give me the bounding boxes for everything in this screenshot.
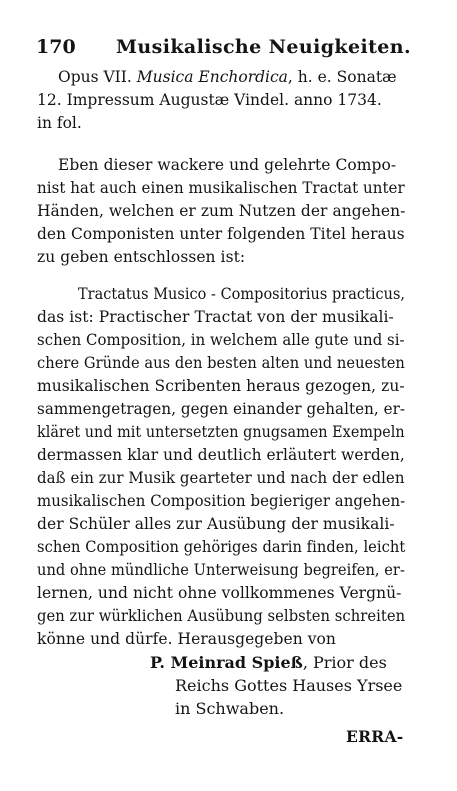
intro-line: nist hat auch einen musikalischen Tractat unter [37, 179, 405, 197]
tractatus-line: schen Composition gehöriges darin finden, leicht [37, 538, 406, 556]
tractatus-line: lernen, und nicht ohne vollkommenes Vergnü- [37, 584, 402, 602]
tractatus-line: der Schüler alles zur Ausübung der musikali- [37, 515, 395, 533]
opus-line-2: 12. Impressum Augustæ Vindel. anno 1734. [37, 91, 382, 109]
signature-line-2: Reichs Gottes Hauses Yrsee [175, 676, 403, 695]
signature-line-3: in Schwaben. [175, 699, 285, 718]
intro-line: Eben dieser wackere und gelehrte Compo- [58, 156, 397, 174]
intro-line: zu geben entschlossen ist: [37, 248, 246, 266]
page-number: 170 [36, 36, 76, 58]
running-title: Musikalische Neuigkeiten. [116, 36, 411, 58]
tractatus-line: und ohne mündliche Unterweisung begreifen, er- [37, 561, 405, 579]
catchword: ERRA- [346, 727, 404, 746]
tractatus-line: sammengetragen, gegen einander gehalten, er- [37, 400, 406, 418]
tractatus-line: kläret und mit untersetzten gnugsamen Exempeln [37, 423, 405, 441]
tractatus-line: chere Gründe aus den besten alten und neuesten [37, 354, 405, 372]
page-header [36, 36, 411, 62]
opus-line-1: Opus VII. Musica Enchordica, h. e. Sonatæ [58, 68, 397, 86]
tractatus-line: gen zur würklichen Ausübung selbsten schreiten [37, 607, 406, 625]
intro-line: Händen, welchen er zum Nutzen der angehen- [37, 202, 406, 220]
tractatus-line: musikalischen Composition begieriger angehen- [37, 492, 406, 510]
tractatus-line: schen Composition, in welchem alle gute und si- [37, 331, 405, 349]
tractatus-line: das ist: Practischer Tractat von der musikali- [37, 308, 394, 326]
opus-line-3: in fol. [37, 114, 82, 132]
tractatus-line: dermassen klar und deutlich erläutert werden, [37, 446, 405, 464]
opus-title: Musica Enchordica [136, 68, 288, 86]
tractatus-line: daß ein zur Musik gearteter und nach der edlen [37, 469, 405, 487]
author-name: P. Meinrad Spieß [150, 653, 303, 672]
tractatus-line: Tractatus Musico - Compositorius practicus, [78, 285, 406, 303]
signature-line-1: P. Meinrad Spieß, Prior des [150, 653, 387, 672]
tractatus-line: musikalischen Scribenten heraus gezogen, zu- [37, 377, 405, 395]
intro-line: den Componisten unter folgenden Titel heraus [37, 225, 405, 243]
tractatus-line: könne und dürfe. Herausgegeben von [37, 630, 336, 648]
